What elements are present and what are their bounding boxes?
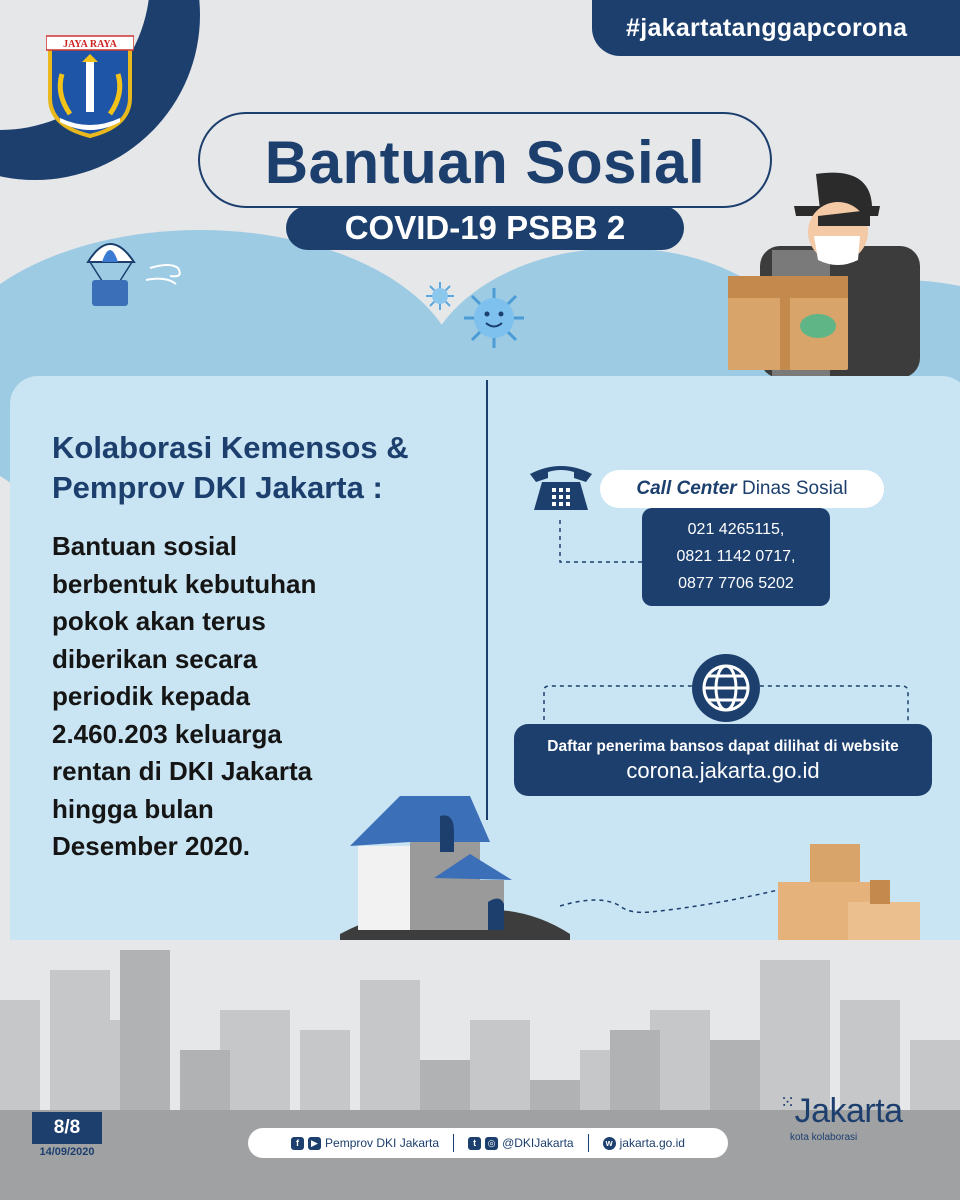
connector-dashed-line [556, 520, 646, 570]
virus-large-icon [462, 286, 526, 350]
post-date: 14/09/2020 [39, 1146, 95, 1158]
body-line: Desember 2020. [52, 831, 251, 861]
body-line: pokok akan terus [52, 606, 266, 636]
call-center-label-italic: Call Center [636, 478, 737, 499]
website-link[interactable] [589, 1136, 699, 1150]
facebook-icon: f [291, 1137, 304, 1150]
website-info-box [514, 724, 932, 796]
body-line: berbentuk kebutuhan [52, 568, 317, 599]
body-line: Bantuan sosial [52, 531, 237, 561]
delivery-worker-illustration [720, 166, 920, 378]
call-center-label [600, 470, 884, 508]
body-line: rentan di DKI Jakarta [52, 756, 313, 786]
telephone-icon [526, 458, 596, 514]
center-divider [486, 380, 488, 820]
website-caption: Daftar penerima bansos dapat dilihat di website [547, 738, 899, 755]
city-skyline-illustration [0, 940, 960, 1200]
web-icon: w [603, 1137, 616, 1150]
dotted-path-line [560, 866, 780, 916]
facebook-youtube-handle: Pemprov DKI Jakarta [325, 1136, 440, 1150]
website-url-link[interactable]: corona.jakarta.go.id [626, 758, 820, 783]
phone-number: 021 4265115, [687, 521, 785, 538]
body-line: hingga bulan [52, 793, 214, 824]
cardboard-boxes-illustration [774, 842, 924, 942]
page-subtitle: COVID-19 PSBB 2 [286, 206, 684, 250]
assistance-description [52, 528, 382, 866]
emblem-banner-text: JAYA RAYA [63, 39, 117, 50]
house-illustration [340, 784, 570, 940]
body-line: periodik kepada [52, 681, 250, 711]
brand-name: Jakarta [794, 1092, 903, 1130]
twitter-instagram-link[interactable] [454, 1136, 588, 1150]
phone-number: 0821 1142 0717, [676, 548, 796, 565]
page-number-badge: 8/8 [32, 1112, 102, 1144]
heading-line-1: Kolaborasi Kemensos & [52, 430, 409, 465]
website-handle: jakarta.go.id [619, 1136, 685, 1150]
phone-number: 0877 7706 5202 [678, 575, 794, 592]
parachute-package-icon [80, 232, 190, 312]
virus-small-icon [424, 280, 456, 312]
jakarta-emblem-icon [46, 34, 134, 138]
page-title: Bantuan Sosial [264, 129, 706, 196]
twitter-instagram-handle: @DKIJakarta [502, 1136, 574, 1150]
collaboration-heading [52, 428, 472, 508]
facebook-youtube-link[interactable] [277, 1136, 453, 1150]
body-line: diberikan secara [52, 643, 258, 674]
globe-icon [690, 652, 762, 724]
body-line: 2.460.203 keluarga [52, 718, 282, 749]
twitter-icon: t [468, 1137, 481, 1150]
phone-numbers-box [642, 508, 830, 606]
brand-tagline: kota kolaborasi [790, 1132, 858, 1143]
call-center-label-rest: Dinas Sosial [736, 478, 848, 499]
instagram-icon: ◎ [485, 1137, 498, 1150]
heading-line-2: Pemprov DKI Jakarta : [52, 470, 383, 505]
youtube-icon: ▶ [308, 1137, 321, 1150]
jakarta-brand-logo [780, 1092, 903, 1131]
hashtag-banner: #jakartatanggapcorona [592, 0, 960, 56]
social-media-bar [248, 1128, 728, 1158]
brand-dots-icon: ⁙ [780, 1092, 795, 1112]
